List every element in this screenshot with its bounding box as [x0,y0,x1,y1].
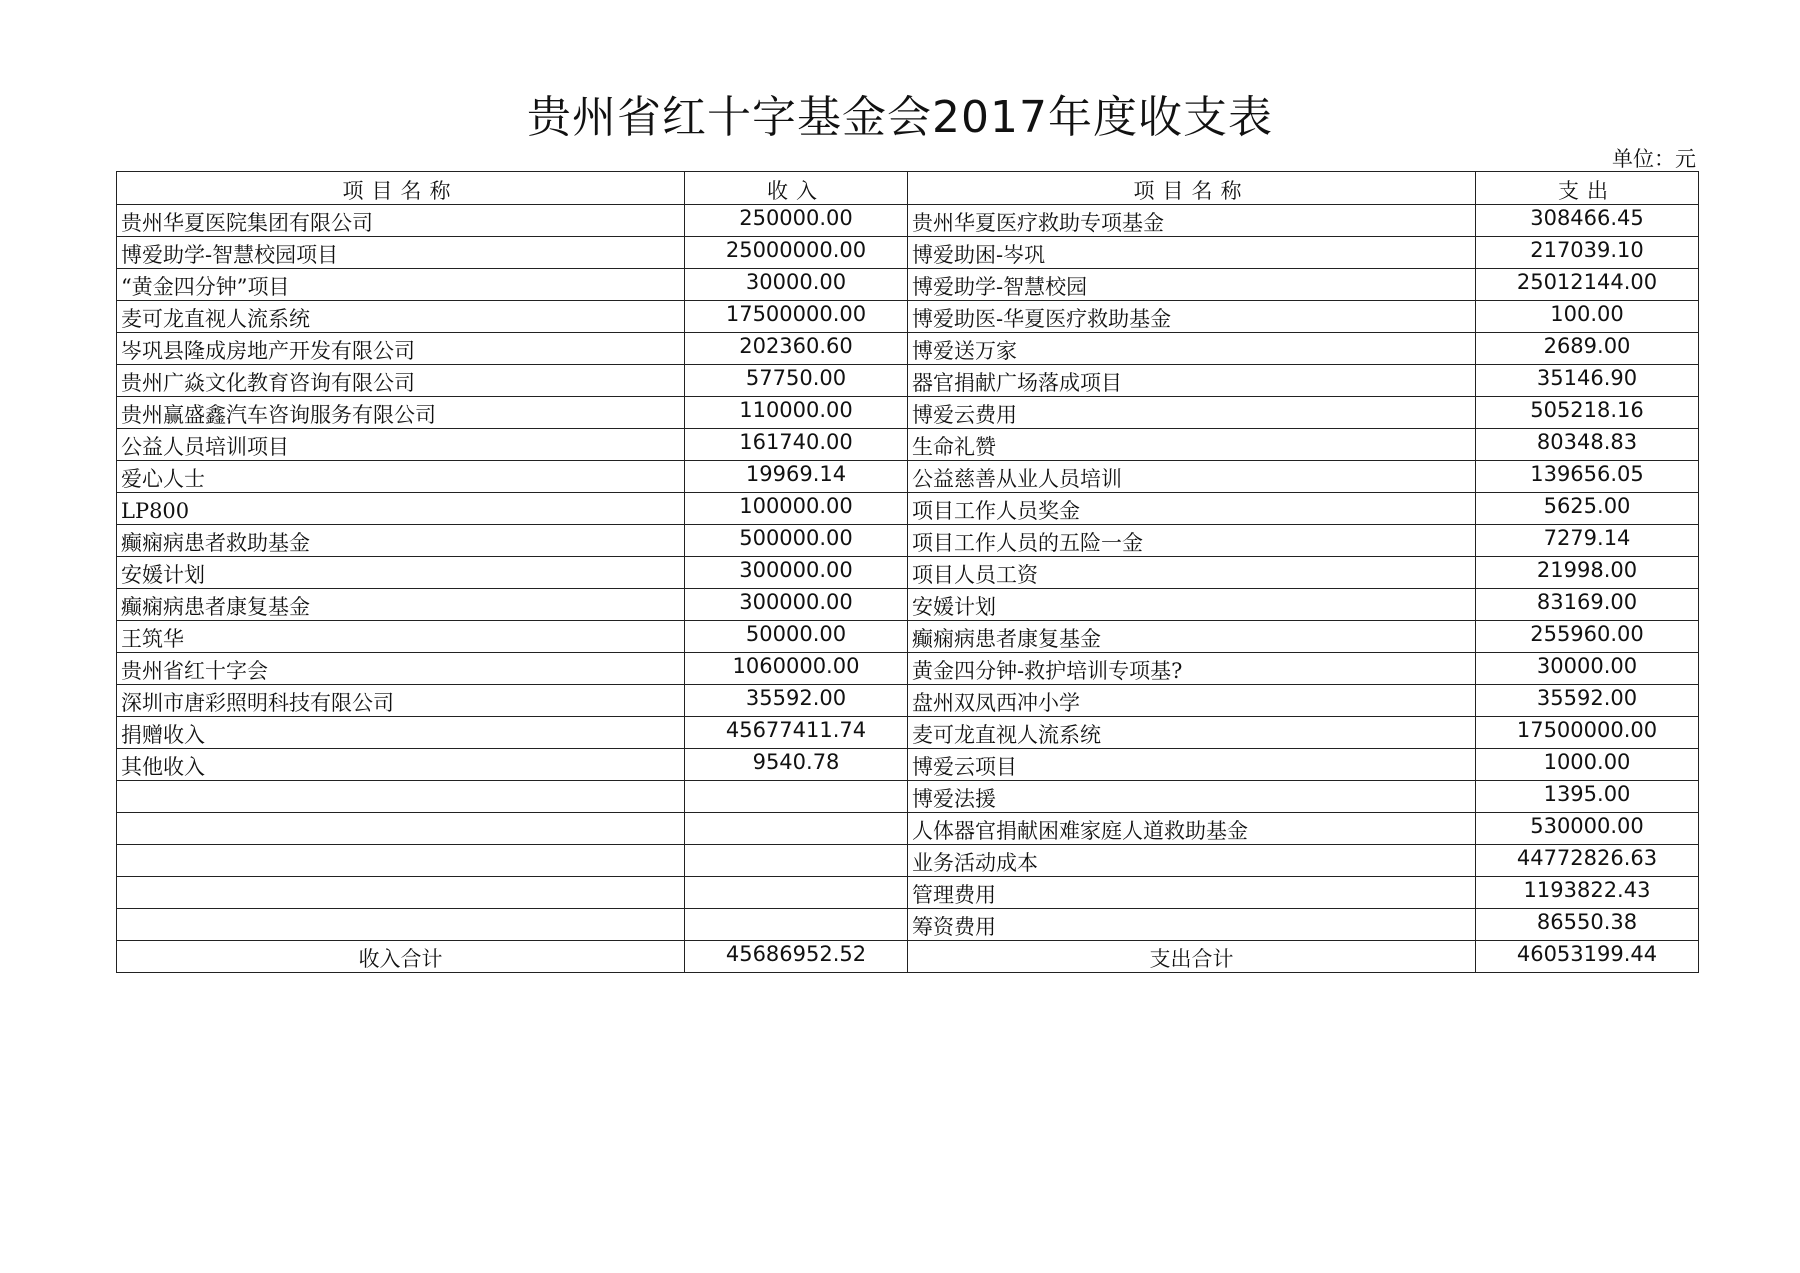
table-row [117,493,1699,525]
expense-total-label: 支出合计 [908,941,1476,973]
income-name-cell: 贵州省红十字会 [117,653,685,685]
income-name-cell: 博爱助学-智慧校园项目 [117,237,685,269]
table-body [117,172,1699,941]
header-income-name: 项目名称 [117,172,685,205]
income-amount-cell [685,781,908,813]
header-expense-name: 项目名称 [908,172,1476,205]
table-row [117,301,1699,333]
table-row [117,653,1699,685]
expense-amount-cell: 1000.00 [1476,749,1699,781]
table-row [117,205,1699,237]
income-amount-cell: 100000.00 [685,493,908,525]
table-row [117,685,1699,717]
expense-amount-cell: 35146.90 [1476,365,1699,397]
expense-name-cell: 盘州双凤西冲小学 [908,685,1476,717]
expense-amount-cell: 1395.00 [1476,781,1699,813]
expense-name-cell: 项目工作人员的五险一金 [908,525,1476,557]
expense-name-cell: 博爱法援 [908,781,1476,813]
expense-amount-cell: 530000.00 [1476,813,1699,845]
page-title: 贵州省红十字基金会2017年度收支表 [527,92,1273,143]
income-name-cell: 安媛计划 [117,557,685,589]
table-row [117,909,1699,941]
income-expense-table [116,171,1699,973]
expense-name-cell: 博爱助困-岑巩 [908,237,1476,269]
income-name-cell: 其他收入 [117,749,685,781]
expense-amount-cell: 5625.00 [1476,493,1699,525]
expense-amount-cell: 255960.00 [1476,621,1699,653]
expense-total-value: 46053199.44 [1476,941,1699,973]
expense-name-cell: 博爱云项目 [908,749,1476,781]
income-amount-cell [685,813,908,845]
income-total-label: 收入合计 [117,941,685,973]
income-name-cell: LP800 [117,493,685,525]
income-amount-cell: 110000.00 [685,397,908,429]
expense-amount-cell: 35592.00 [1476,685,1699,717]
income-amount-cell [685,845,908,877]
expense-name-cell: 贵州华夏医疗救助专项基金 [908,205,1476,237]
header-expense-amount: 支出 [1476,172,1699,205]
table-row [117,237,1699,269]
income-amount-cell: 202360.60 [685,333,908,365]
income-name-cell: 麦可龙直视人流系统 [117,301,685,333]
table-row [117,877,1699,909]
expense-amount-cell: 17500000.00 [1476,717,1699,749]
income-amount-cell: 9540.78 [685,749,908,781]
expense-name-cell: 博爱助学-智慧校园 [908,269,1476,301]
expense-name-cell: 器官捐献广场落成项目 [908,365,1476,397]
income-name-cell [117,909,685,941]
income-name-cell: 王筑华 [117,621,685,653]
income-name-cell: 癫痫病患者康复基金 [117,589,685,621]
expense-amount-cell: 80348.83 [1476,429,1699,461]
expense-amount-cell: 21998.00 [1476,557,1699,589]
expense-amount-cell: 100.00 [1476,301,1699,333]
income-amount-cell: 45677411.74 [685,717,908,749]
income-amount-cell: 25000000.00 [685,237,908,269]
expense-amount-cell: 1193822.43 [1476,877,1699,909]
table-row [117,589,1699,621]
income-name-cell: 贵州华夏医院集团有限公司 [117,205,685,237]
expense-name-cell: 博爱送万家 [908,333,1476,365]
income-name-cell [117,813,685,845]
expense-amount-cell: 30000.00 [1476,653,1699,685]
expense-name-cell: 黄金四分钟-救护培训专项基? [908,653,1476,685]
expense-name-cell: 公益慈善从业人员培训 [908,461,1476,493]
table-row [117,461,1699,493]
expense-name-cell: 生命礼赞 [908,429,1476,461]
income-name-cell [117,781,685,813]
expense-amount-cell: 139656.05 [1476,461,1699,493]
expense-name-cell: 人体器官捐献困难家庭人道救助基金 [908,813,1476,845]
expense-amount-cell: 2689.00 [1476,333,1699,365]
table-row [117,429,1699,461]
income-amount-cell [685,909,908,941]
income-name-cell: 深圳市唐彩照明科技有限公司 [117,685,685,717]
income-name-cell [117,845,685,877]
header-row [117,172,1699,205]
expense-name-cell: 麦可龙直视人流系统 [908,717,1476,749]
expense-amount-cell: 25012144.00 [1476,269,1699,301]
totals-row [117,941,1699,973]
income-amount-cell: 161740.00 [685,429,908,461]
expense-amount-cell: 308466.45 [1476,205,1699,237]
expense-amount-cell: 44772826.63 [1476,845,1699,877]
income-amount-cell: 300000.00 [685,557,908,589]
table-row [117,333,1699,365]
income-name-cell: 爱心人士 [117,461,685,493]
expense-name-cell: 癫痫病患者康复基金 [908,621,1476,653]
expense-amount-cell: 505218.16 [1476,397,1699,429]
header-income-amount: 收入 [685,172,908,205]
expense-name-cell: 安媛计划 [908,589,1476,621]
expense-amount-cell: 83169.00 [1476,589,1699,621]
income-amount-cell: 300000.00 [685,589,908,621]
table-row [117,365,1699,397]
income-name-cell [117,877,685,909]
expense-name-cell: 筹资费用 [908,909,1476,941]
expense-amount-cell: 7279.14 [1476,525,1699,557]
table-row [117,717,1699,749]
income-name-cell: “黄金四分钟”项目 [117,269,685,301]
expense-name-cell: 管理费用 [908,877,1476,909]
income-name-cell: 癫痫病患者救助基金 [117,525,685,557]
income-name-cell: 捐赠收入 [117,717,685,749]
income-amount-cell: 250000.00 [685,205,908,237]
table-row [117,781,1699,813]
table-row [117,557,1699,589]
income-name-cell: 公益人员培训项目 [117,429,685,461]
income-amount-cell: 50000.00 [685,621,908,653]
expense-name-cell: 项目工作人员奖金 [908,493,1476,525]
table-row [117,269,1699,301]
income-total-value: 45686952.52 [685,941,908,973]
income-name-cell: 贵州赢盛鑫汽车咨询服务有限公司 [117,397,685,429]
income-name-cell: 贵州广焱文化教育咨询有限公司 [117,365,685,397]
unit-label: 单位：元 [1612,147,1696,171]
table-row [117,525,1699,557]
expense-amount-cell: 86550.38 [1476,909,1699,941]
income-amount-cell: 35592.00 [685,685,908,717]
income-amount-cell: 17500000.00 [685,301,908,333]
income-amount-cell [685,877,908,909]
table-row [117,621,1699,653]
expense-name-cell: 业务活动成本 [908,845,1476,877]
income-amount-cell: 57750.00 [685,365,908,397]
table-row [117,749,1699,781]
income-name-cell: 岑巩县隆成房地产开发有限公司 [117,333,685,365]
income-amount-cell: 30000.00 [685,269,908,301]
income-amount-cell: 1060000.00 [685,653,908,685]
table-row [117,845,1699,877]
expense-name-cell: 博爱助医-华夏医疗救助基金 [908,301,1476,333]
expense-name-cell: 博爱云费用 [908,397,1476,429]
expense-amount-cell: 217039.10 [1476,237,1699,269]
table-row [117,397,1699,429]
income-amount-cell: 500000.00 [685,525,908,557]
income-amount-cell: 19969.14 [685,461,908,493]
table-row [117,813,1699,845]
expense-name-cell: 项目人员工资 [908,557,1476,589]
